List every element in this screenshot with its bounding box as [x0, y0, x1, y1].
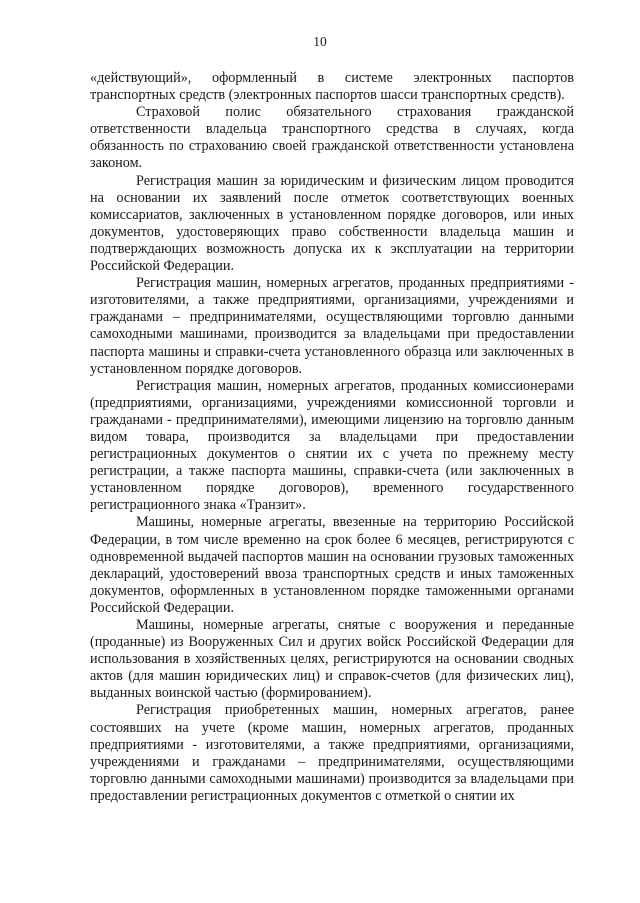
paragraph-registration-legal-persons: Регистрация машин за юридическим и физическим лицом проводится на основании их заявлений после отметок соответствующих военных комиссариатов, заключенных в установленном порядке договоров, или иных документов, удостоверяющих право собственности владельца машин и подтверждающих возможность допуска их к эксплуатации на территории Российской Федерации.: [90, 172, 574, 275]
paragraph-decommissioned-machines: Машины, номерные агрегаты, снятые с вооружения и переданные (проданные) из Вооруженных Сил и других войск Российской Федерации для использования в хозяйственных целях, регистрируются на основании сводных актов (для машин юридических лиц) и справок-счетов (для физических лиц), выданных воинской частью (формированием).: [90, 617, 574, 702]
paragraph-imported-machines: Машины, номерные агрегаты, ввезенные на территорию Российской Федерации, в том числе временно на срок более 6 месяцев, регистрируются с одновременной выдачей паспортов машин на основании грузовых таможенных деклараций, удостоверений ввоза транспортных средств и иных таможенных документов, оформленных в установленном порядке таможенными органами Российской Федерации.: [90, 514, 574, 616]
paragraph-registration-manufacturers: Регистрация машин, номерных агрегатов, проданных предприятиями - изготовителями, а также предприятиями, организациями, учреждениями и гражданами – предпринимателями, осуществляющими торговлю данными самоходными машинами, производится за владельцами при предоставлении паспорта машины и справки-счета установленного образца или заключенных в установленном порядке договоров.: [90, 275, 574, 377]
document-body: [90, 70, 574, 805]
paragraph-insurance-policy: Страховой полис обязательного страхования гражданской ответственности владельца транспортного средства в случаях, когда обязанность по страхованию своей гражданской ответственности установлена законом.: [90, 104, 574, 172]
paragraph-continuation: «действующий», оформленный в системе электронных паспортов транспортных средств (электронных паспортов шасси транспортных средств).: [90, 70, 574, 104]
paragraph-registration-commission: Регистрация машин, номерных агрегатов, проданных комиссионерами (предприятиями, организациями, учреждениями комиссионной торговли и гражданами - предпринимателями), имеющими лицензию на торговлю данным видом товара, производится за владельцами при предоставлении регистрационных документов о снятии их с учета по прежнему месту регистрации, а также паспорта машины, справки-счета (или заключенных в установленном порядке договоров), временного государственного регистрационного знака «Транзит».: [90, 377, 574, 514]
paragraph-previously-registered: Регистрация приобретенных машин, номерных агрегатов, ранее состоявших на учете (кроме машин, номерных агрегатов, проданных предприятиями - изготовителями, а также предприятиями, организациями, учреждениями и гражданами – предпринимателями, осуществляющими торговлю данными самоходными машинами) производится за владельцами при предоставлении регистрационных документов с отметкой о снятии их: [90, 702, 574, 804]
page-number: 10: [313, 34, 327, 49]
